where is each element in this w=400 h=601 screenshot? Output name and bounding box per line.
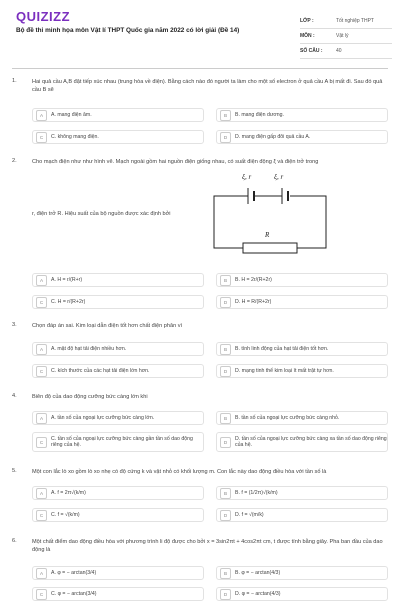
option-d[interactable] [216, 508, 388, 522]
option-letter: C [36, 297, 47, 308]
option-d[interactable] [216, 295, 388, 309]
meta-key: LỚP : [300, 18, 314, 24]
option-b[interactable] [216, 108, 388, 122]
resistor-label: R [265, 231, 270, 239]
option-text: B. φ = − arctan(4/3) [235, 570, 281, 576]
option-letter: B [220, 568, 231, 579]
option-d[interactable] [216, 587, 388, 601]
option-a[interactable] [32, 486, 204, 500]
option-letter: C [36, 510, 47, 521]
option-d[interactable] [216, 130, 388, 144]
question-number: 5. [12, 468, 17, 474]
option-text: C. f = √(k/m) [51, 512, 80, 518]
option-text: C. tần số của ngoại lực cưỡng bức càng gần tần số dao động riêng của hệ. [51, 436, 193, 448]
option-letter: B [220, 275, 231, 286]
option-letter: D [220, 437, 231, 448]
option-letter: C [36, 366, 47, 377]
option-a[interactable] [32, 108, 204, 122]
option-letter: D [220, 132, 231, 143]
meta-key: MÔN : [300, 33, 315, 39]
meta-value: Vật lý [336, 33, 349, 39]
option-text: B. tần số của ngoại lực cưỡng bức càng nhỏ. [235, 415, 340, 421]
option-text: A. mật độ hạt tải điện nhiều hơn. [51, 346, 127, 352]
option-d[interactable] [216, 432, 388, 452]
question-number: 2. [12, 158, 17, 164]
option-d[interactable] [216, 364, 388, 378]
meta-row-subject [300, 29, 392, 44]
meta-key: SỐ CÂU : [300, 48, 323, 54]
option-text: A. mang điện âm. [51, 112, 92, 118]
option-text: C. H = r/(R+2r) [51, 299, 86, 305]
option-text: B. H = 2r/(R+2r) [235, 277, 272, 283]
option-b[interactable] [216, 273, 388, 287]
option-text: A. H = r/(R+r) [51, 277, 83, 283]
option-text: C. φ = − arctan(3/4) [51, 591, 97, 597]
option-letter: D [220, 589, 231, 600]
option-text: B. tính linh động của hạt tải điện tốt hơn. [235, 346, 329, 352]
option-b[interactable] [216, 342, 388, 356]
option-text: C. kích thước của các hạt tải điện lớn hơn. [51, 368, 150, 374]
header-divider [12, 68, 388, 69]
option-letter: A [36, 110, 47, 121]
option-text: A. φ = − arctan(3/4) [51, 570, 97, 576]
option-letter: C [36, 132, 47, 143]
option-c[interactable] [32, 587, 204, 601]
option-text: A. tần số của ngoại lực cưỡng bức càng lớn. [51, 415, 155, 421]
option-text: D. mạng tinh thể kim loại ít mất trật tự hơn. [235, 368, 334, 374]
page-header [0, 0, 400, 62]
circuit-diagram [210, 170, 330, 260]
question-2 [12, 158, 392, 318]
option-letter: A [36, 488, 47, 499]
option-text: D. H = R/(R+2r) [235, 299, 272, 305]
question-text: Chọn đáp án sai. Kim loại dẫn điện tốt hơn chất điện phân vì [32, 323, 183, 329]
option-a[interactable] [32, 273, 204, 287]
option-letter: B [220, 413, 231, 424]
option-c[interactable] [32, 508, 204, 522]
option-c[interactable] [32, 364, 204, 378]
question-number: 1. [12, 78, 17, 84]
source-1-label: ξ, r [242, 173, 252, 181]
option-a[interactable] [32, 411, 204, 425]
question-1 [12, 78, 392, 158]
option-a[interactable] [32, 566, 204, 580]
option-b[interactable] [216, 411, 388, 425]
question-text: Một chất điểm dao động điều hòa với phương trình li độ được cho bởi x = 3sin2πt + 4cos2πt cm, t được tính bằng giây. Pha ban đầu của dao động là [32, 539, 383, 553]
question-text: Biên độ của dao động cưỡng bức càng lớn khi [32, 394, 148, 400]
question-text: Một con lắc lò xo gồm lò xo nhẹ có độ cứng k và vật nhỏ có khối lượng m. Con lắc này dao động điều hòa với tần số là [32, 469, 327, 475]
option-b[interactable] [216, 486, 388, 500]
option-text: B. f = (1/2π)√(k/m) [235, 490, 278, 496]
option-text: D. φ = − arctan(4/3) [235, 591, 281, 597]
option-b[interactable] [216, 566, 388, 580]
question-6 [12, 538, 392, 600]
meta-value: 40 [336, 48, 342, 54]
option-letter: A [36, 275, 47, 286]
question-text-continued: r, điện trở R. Hiệu suất của bộ nguồn được xác định bởi [32, 211, 171, 217]
meta-row-class [300, 14, 392, 29]
meta-value: Tốt nghiệp THPT [336, 18, 374, 24]
circuit-wire [214, 196, 326, 248]
option-text: D. f = √(m/k) [235, 512, 264, 518]
option-letter: D [220, 366, 231, 377]
option-letter: C [36, 589, 47, 600]
question-number: 3. [12, 322, 17, 328]
question-text: Hai quả cầu A,B đặt tiếp xúc nhau (trung hòa về điện). Bằng cách nào đó người ta làm cho một số electron ở quả cầu A bị mất đi. Sau đó quả cầu B sẽ [32, 79, 383, 93]
option-text: B. mang điện dương. [235, 112, 284, 118]
option-text: A. f = 2π√(k/m) [51, 490, 86, 496]
meta-box [300, 14, 392, 59]
option-a[interactable] [32, 342, 204, 356]
option-letter: A [36, 413, 47, 424]
option-letter: B [220, 344, 231, 355]
option-letter: A [36, 568, 47, 579]
option-c[interactable] [32, 432, 204, 452]
quizizz-logo: QUIZIZZ [16, 9, 71, 24]
option-text: C. không mang điện. [51, 134, 99, 140]
question-5 [12, 468, 392, 532]
source-2-label: ξ, r [274, 173, 284, 181]
option-letter: A [36, 344, 47, 355]
option-text: D. tần số của ngoại lực cưỡng bức càng xa tần số dao động riêng của hệ. [235, 436, 387, 448]
option-letter: D [220, 510, 231, 521]
option-letter: D [220, 297, 231, 308]
question-3 [12, 322, 392, 388]
option-c[interactable] [32, 295, 204, 309]
meta-row-count [300, 44, 392, 59]
question-number: 4. [12, 393, 17, 399]
option-text: D. mang điện gấp đôi quả cầu A. [235, 134, 311, 140]
option-letter: C [36, 437, 47, 448]
document-title: Bộ đề thi minh họa môn Vật lí THPT Quốc gia năm 2022 có lời giải (Đề 14) [16, 27, 240, 34]
question-number: 6. [12, 538, 17, 544]
resistor [243, 243, 297, 253]
question-4 [12, 393, 392, 463]
question-text: Cho mạch điện như như hình vẽ. Mạch ngoài gồm hai nguồn điện giống nhau, có suất điện động ξ và điện trở trong [32, 159, 319, 165]
option-letter: B [220, 488, 231, 499]
option-letter: B [220, 110, 231, 121]
option-c[interactable] [32, 130, 204, 144]
